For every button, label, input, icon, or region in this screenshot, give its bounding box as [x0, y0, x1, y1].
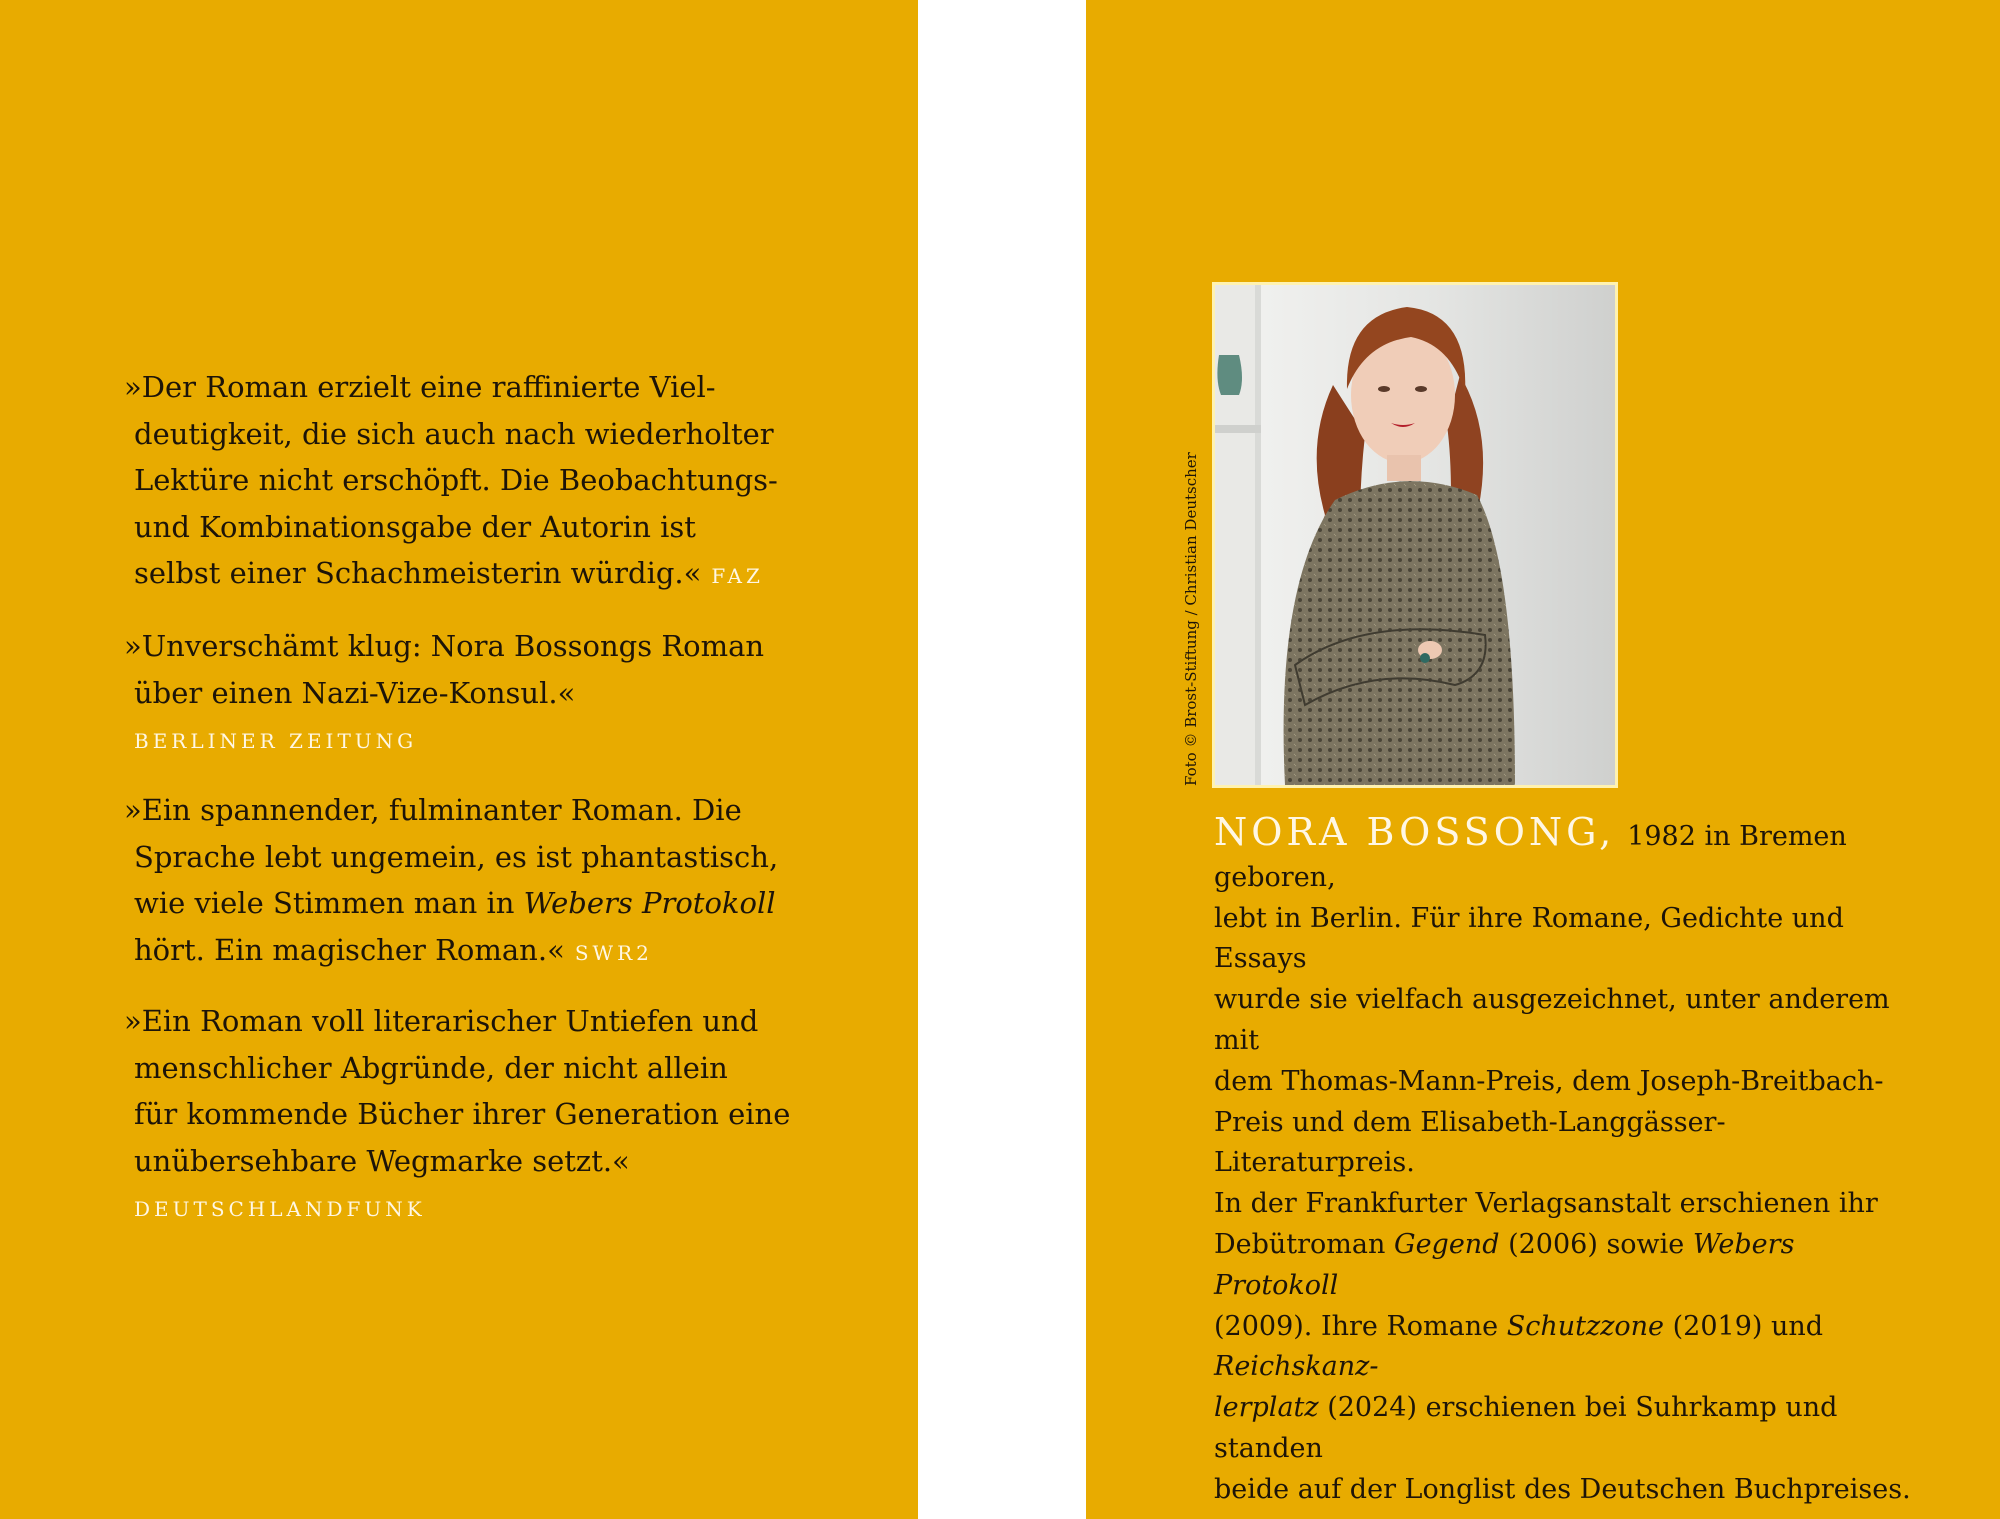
author-bio — [1214, 812, 1924, 1511]
photo-credit-text: Foto © Brost-Stiftung / Christian Deutscher — [1182, 452, 1200, 786]
bio-text: (2024) erschienen bei Suhrkamp und standen — [1214, 1392, 1838, 1464]
review-quote — [124, 364, 794, 600]
quote-line: »Der Roman erzielt eine raffinierte Viel- — [124, 370, 716, 404]
bio-text: (2006) sowie — [1508, 1228, 1685, 1260]
bio-text: lebt in Berlin. Für ihre Romane, Gedichte und Essays — [1214, 902, 1844, 975]
quote-line: für kommende Bücher ihrer Generation eine — [134, 1097, 791, 1132]
back-cover-panel — [0, 0, 918, 1519]
bio-text: beide auf der Longlist des Deutschen Buchpreises. — [1214, 1473, 1911, 1505]
quote-line: Lektüre nicht erschöpft. Die Beobachtungs- — [134, 463, 778, 498]
quote-line: und Kombinationsgabe der Autorin ist — [134, 509, 696, 544]
quote-line: »Ein spannender, fulminanter Roman. Die — [124, 793, 742, 827]
quote-source: FAZ — [711, 564, 764, 589]
quote-source: DEUTSCHLANDFUNK — [134, 1197, 426, 1222]
book-title: Webers Protokoll — [523, 886, 776, 921]
quote-line: wie viele Stimmen man in — [134, 886, 515, 921]
quote-line: hört. Ein magischer Roman.« — [134, 932, 565, 967]
review-quote — [124, 623, 794, 765]
author-photo — [1212, 282, 1618, 788]
book-title: Schutzzone — [1506, 1310, 1665, 1342]
quote-line: über einen Nazi-Vize-Konsul.« — [134, 675, 576, 710]
bio-text: (2019) und — [1672, 1310, 1824, 1342]
author-portrait-image — [1215, 285, 1615, 785]
bio-text: Debütroman — [1214, 1228, 1386, 1260]
author-name: NORA BOSSONG, — [1214, 810, 1616, 854]
review-quote — [124, 998, 794, 1233]
quote-line: selbst einer Schachmeisterin würdig.« — [134, 556, 702, 591]
book-title: Reichskanz- — [1214, 1351, 1379, 1383]
bio-text: In der Frankfurter Verlagsanstalt erschienen ihr — [1214, 1188, 1878, 1220]
bio-text: Preis und dem Elisabeth-Langgässer-Literaturpreis. — [1214, 1106, 1726, 1179]
quote-line: menschlicher Abgründe, der nicht allein — [134, 1050, 728, 1085]
quote-line: »Unverschämt klug: Nora Bossongs Roman — [124, 629, 765, 663]
book-title: Gegend — [1394, 1228, 1500, 1260]
bio-text: dem Thomas-Mann-Preis, dem Joseph-Breitbach- — [1214, 1065, 1884, 1097]
bio-text: 1982 in Bremen geboren, — [1214, 821, 1847, 893]
bio-text: wurde sie vielfach ausgezeichnet, unter anderem mit — [1214, 984, 1890, 1056]
quote-line: »Ein Roman voll literarischer Untiefen und — [124, 1004, 759, 1038]
quote-source: BERLINER ZEITUNG — [134, 729, 418, 754]
book-title: lerplatz — [1214, 1392, 1319, 1424]
bio-text: (2009). Ihre Romane — [1214, 1310, 1499, 1342]
quote-line: deutigkeit, die sich auch nach wiederholter — [134, 416, 774, 451]
quote-line: unübersehbare Wegmarke setzt.« — [134, 1143, 630, 1178]
quote-line: Sprache lebt ungemein, es ist phantastisch, — [134, 839, 779, 874]
review-quote — [124, 787, 794, 976]
book-title: Webers Protokoll — [1214, 1228, 1795, 1301]
quote-source: SWR2 — [574, 940, 653, 965]
